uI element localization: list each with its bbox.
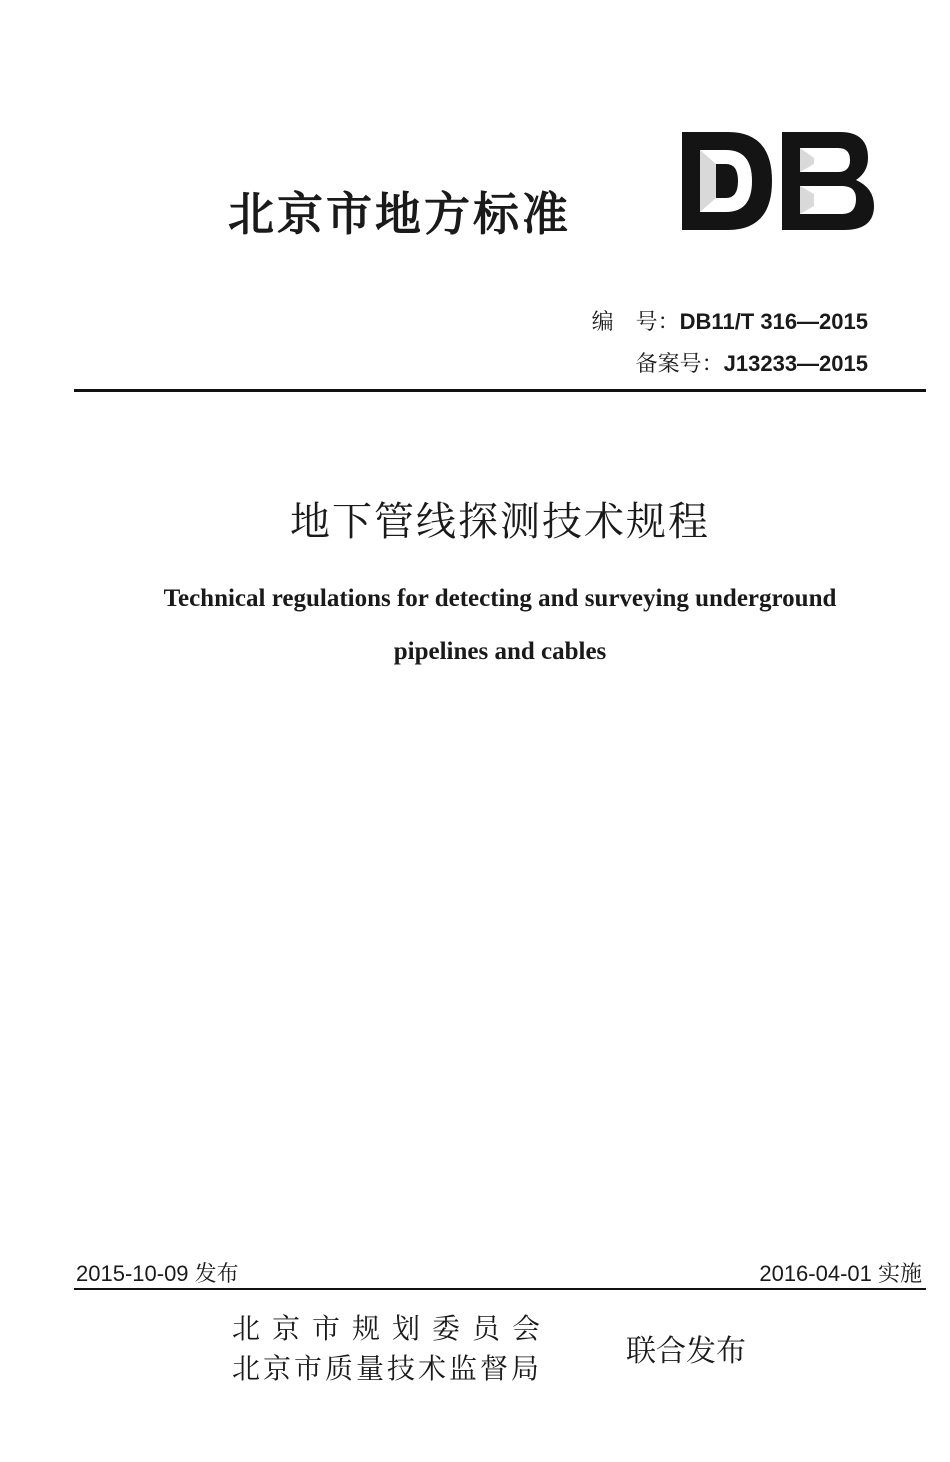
effective-date: 2016-04-01 实施 [759,1261,922,1286]
standard-number-value: DB11/T 316—2015 [679,309,868,334]
db-logo [680,128,876,234]
english-title-line-2: pipelines and cables [393,638,607,665]
issuer-quality-bureau: 北京市质量技术监督局 [232,1352,543,1385]
record-number-row [636,347,868,378]
standard-type-heading: 北京市地方标准 [228,187,571,241]
record-number-label: 备案号： [635,352,724,377]
chinese-title: 地下管线探测技术规程 [290,499,710,545]
standard-number-row [592,305,868,336]
bottom-divider [74,1288,926,1290]
issuer-planning-commission: 北京市规划委员会 [232,1312,553,1345]
standard-number-label: 编 号： [591,310,680,335]
top-divider [74,389,926,392]
joint-issue-label: 联合发布 [626,1334,746,1369]
publish-date: 2015-10-09 发布 [76,1261,239,1286]
english-title-line-1: Technical regulations for detecting and surveying underground [163,585,837,612]
db-logo-text: DB [680,128,682,129]
record-number-value: J13233—2015 [723,351,868,376]
